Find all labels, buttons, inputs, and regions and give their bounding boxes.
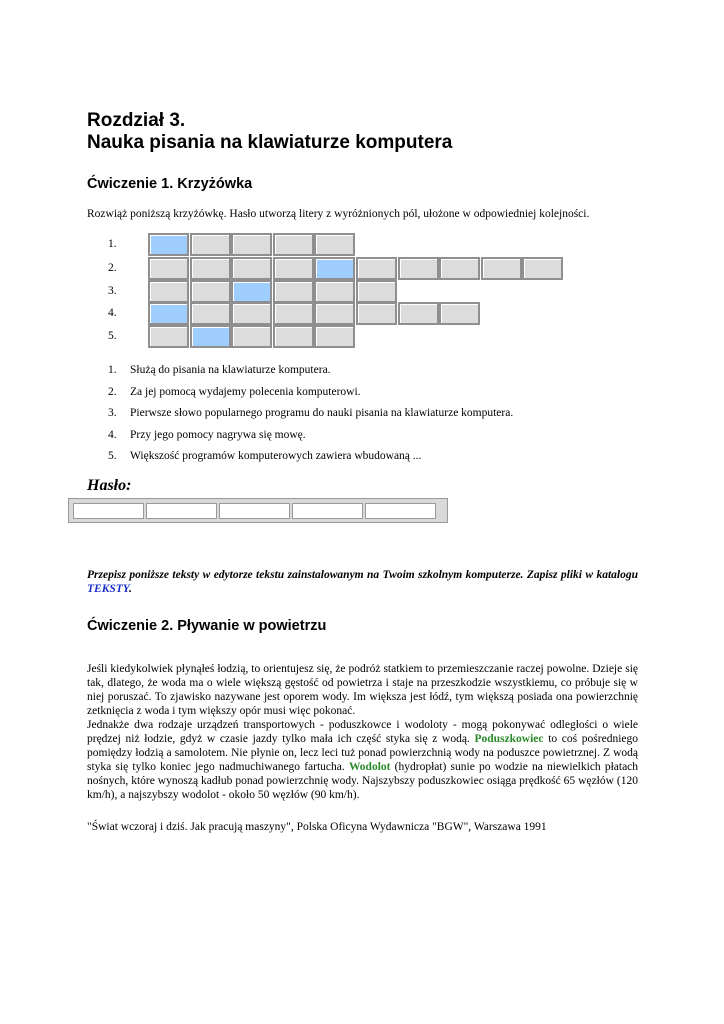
article-paragraph-2	[87, 718, 638, 802]
crossword-row-label: 1.	[108, 238, 117, 250]
paragraph-2-part-a: Jednakże dwa rodzaje urządzeń transportowych - poduszkowce i wodoloty - mogą pokonywać odległości o wiele prędzej niż łodzie, gdyż w czasie jazdy tylko mała ich część styka się z wodą.	[87, 719, 638, 745]
clue-text: Służą do pisania na klawiaturze komputera.	[130, 364, 331, 376]
paragraph-2-part-b: to coś pośredniego pomiędzy łodzią a samolotem. Nie płynie on, lecz leci tuż ponad powierzchnią wody na poduszce powietrznej. Z wodą styka się tylko koniec jego nadmuchiwanego fartucha.	[87, 733, 639, 773]
crossword-cell[interactable]	[148, 280, 189, 303]
crossword-cell[interactable]	[398, 257, 439, 280]
crossword-cell-highlighted[interactable]	[148, 302, 189, 325]
password-letter-box[interactable]	[365, 503, 436, 519]
crossword-cell[interactable]	[273, 233, 314, 256]
password-table	[68, 498, 448, 523]
clue-text: Pierwsze słowo popularnego programu do nauki pisania na klawiaturze komputera.	[130, 407, 514, 419]
crossword-cell[interactable]	[314, 233, 355, 256]
article-paragraph-1: Jeśli kiedykolwiek płynąłeś łodzią, to orientujesz się, że podróż statkiem to przemieszczanie raczej powolne. Dzieje się tak, dlatego, że woda ma o wiele większą gęstość od powietrza i staje na przeszkodzie wszystkiemu, co próbuje się w niej poruszać. To zjawisko nazywane jest oporem wody. Im większa jest łódź, tym większą posiada ona powierzchnię zetknięcia z woda i tym większy opór musi więc pokonać.	[87, 663, 638, 717]
clue-item	[108, 406, 513, 420]
crossword-cell[interactable]	[190, 280, 231, 303]
crossword-row-label: 4.	[108, 307, 117, 319]
clue-number: 3.	[108, 407, 117, 419]
crossword-cell[interactable]	[356, 257, 397, 280]
clue-number: 4.	[108, 429, 117, 441]
crossword-row-label: 5.	[108, 330, 117, 342]
paragraph-2-part-c: (hydropłat) sunie po wodzie na niewielkich płatach nośnych, które wynoszą kadłub ponad powierzchnię wody. Najszybszy poduszkowiec osiąga prędkość 65 węzłów (120 km/h), a najszybszy wodolot - około 50 węzłów (90 km/h).	[87, 761, 639, 801]
crossword-cell[interactable]	[398, 302, 439, 325]
exercise1-title: Ćwiczenie 1. Krzyżówka	[87, 176, 253, 192]
crossword-cell[interactable]	[314, 280, 355, 303]
crossword-cell[interactable]	[314, 302, 355, 325]
crossword-cell-highlighted[interactable]	[190, 325, 231, 348]
password-letter-box[interactable]	[219, 503, 290, 519]
instruction-text: Przepisz poniższe teksty w edytorze tekstu zainstalowanym na Twoim szkolnym komputerze. Zapisz pliki w katalogu	[87, 569, 638, 581]
crossword-cell[interactable]	[439, 257, 480, 280]
crossword-row-label: 2.	[108, 262, 117, 274]
crossword-cell[interactable]	[190, 257, 231, 280]
crossword-cell[interactable]	[148, 325, 189, 348]
crossword-cell-highlighted[interactable]	[314, 257, 355, 280]
source-citation: "Świat wczoraj i dziś. Jak pracują maszyny", Polska Oficyna Wydawnicza "BGW", Warszawa 1991	[87, 821, 547, 833]
exercise2-title: Ćwiczenie 2. Pływanie w powietrzu	[87, 618, 327, 634]
clue-item	[108, 449, 421, 463]
password-letter-box[interactable]	[292, 503, 363, 519]
folder-name: TEKSTY	[87, 583, 129, 595]
crossword-cell[interactable]	[481, 257, 522, 280]
crossword-cell[interactable]	[356, 280, 397, 303]
crossword-cell[interactable]	[190, 302, 231, 325]
password-letter-box[interactable]	[73, 503, 144, 519]
clue-number: 2.	[108, 386, 117, 398]
crossword-cell[interactable]	[314, 325, 355, 348]
crossword-row-label: 3.	[108, 285, 117, 297]
term-poduszkowiec: Poduszkowiec	[474, 733, 544, 745]
crossword-cell[interactable]	[231, 325, 272, 348]
instruction-end: .	[128, 583, 132, 595]
crossword-cell[interactable]	[273, 280, 314, 303]
instruction-copy-texts	[87, 568, 638, 596]
crossword-cell[interactable]	[273, 257, 314, 280]
crossword-cell[interactable]	[148, 257, 189, 280]
crossword-cell[interactable]	[356, 302, 397, 325]
crossword-cell[interactable]	[231, 302, 272, 325]
crossword-cell[interactable]	[522, 257, 563, 280]
clue-text: Przy jego pomocy nagrywa się mowę.	[130, 429, 306, 441]
term-wodolot: Wodolot	[348, 761, 391, 773]
chapter-number: Rozdział 3.	[87, 110, 186, 131]
crossword-cell-highlighted[interactable]	[231, 280, 272, 303]
clue-text: Za jej pomocą wydajemy polecenia komputerowi.	[130, 386, 361, 398]
crossword-cell[interactable]	[190, 233, 231, 256]
password-letter-box[interactable]	[146, 503, 217, 519]
clue-number: 1.	[108, 364, 117, 376]
crossword-cell[interactable]	[273, 325, 314, 348]
crossword-cell[interactable]	[273, 302, 314, 325]
crossword-cell[interactable]	[439, 302, 480, 325]
clue-item	[108, 363, 331, 377]
clue-item	[108, 385, 361, 399]
chapter-title: Nauka pisania na klawiaturze komputera	[87, 132, 453, 153]
crossword-cell[interactable]	[231, 233, 272, 256]
clue-item	[108, 428, 306, 442]
password-label: Hasło:	[87, 477, 132, 494]
exercise1-instruction: Rozwiąż poniższą krzyżówkę. Hasło utworzą litery z wyróżnionych pól, ułożone w odpowiedniej kolejności.	[87, 208, 590, 220]
crossword-cell-highlighted[interactable]	[148, 233, 189, 256]
crossword-cell[interactable]	[231, 257, 272, 280]
clue-text: Większość programów komputerowych zawiera wbudowaną ...	[130, 450, 422, 462]
clue-number: 5.	[108, 450, 117, 462]
